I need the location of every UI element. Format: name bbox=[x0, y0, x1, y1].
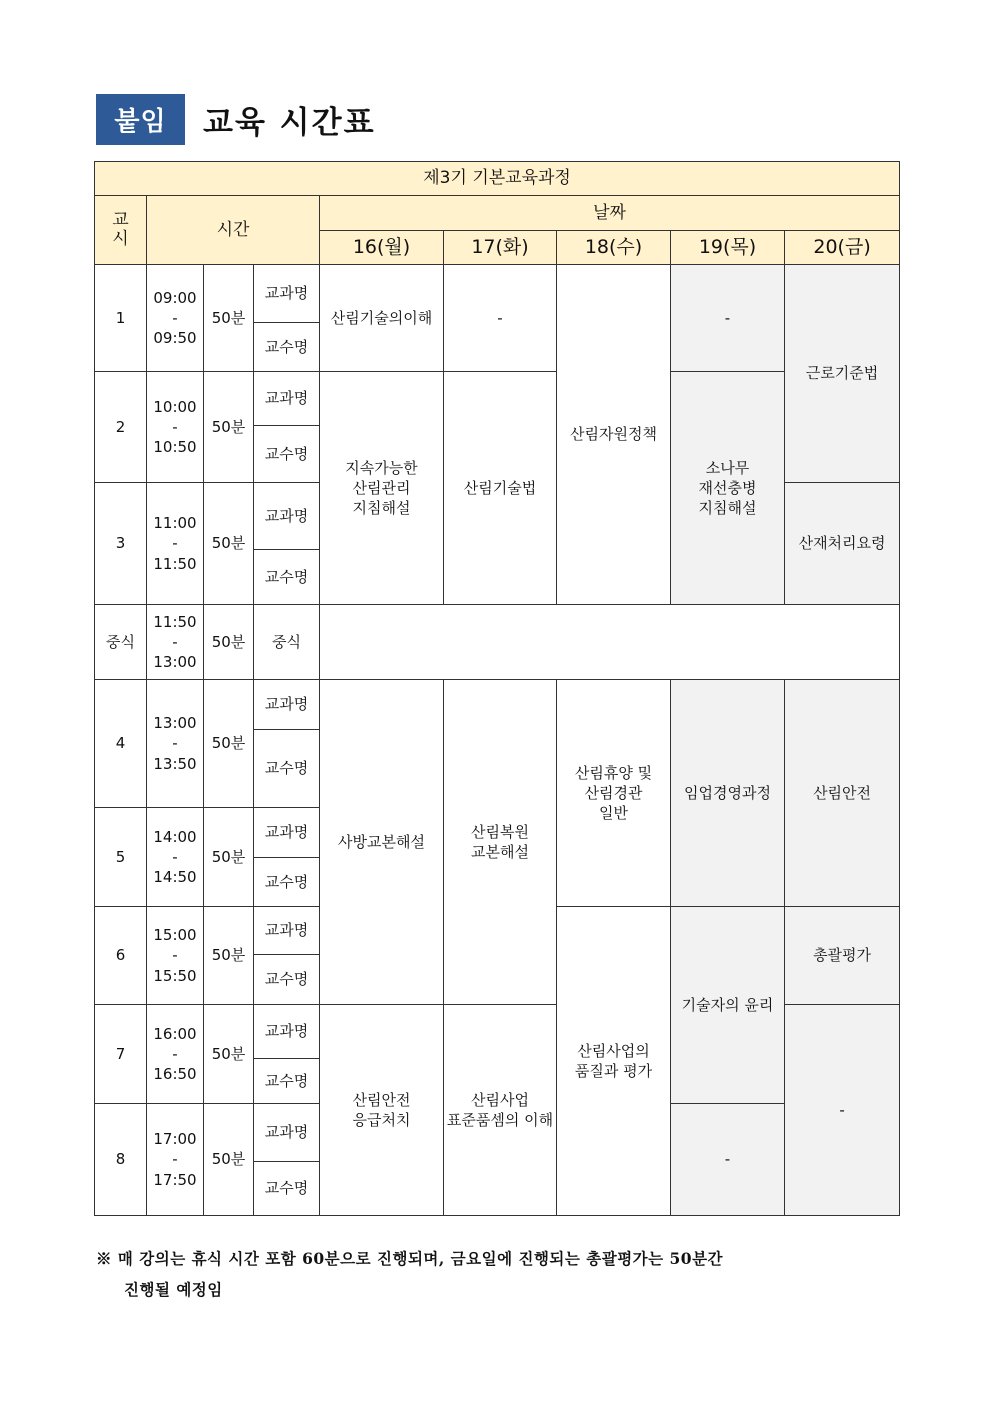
period-duration: 50분 bbox=[204, 680, 254, 808]
period-duration: 50분 bbox=[204, 808, 254, 907]
instructor-label: 교수명 bbox=[254, 550, 320, 605]
course-thu-4-5: 임업경영과정 bbox=[671, 680, 785, 907]
course-wed-4-5: 산림휴양 및 산림경관 일반 bbox=[557, 680, 671, 907]
period-number: 6 bbox=[95, 907, 147, 1005]
instructor-label: 교수명 bbox=[254, 426, 320, 483]
day-header-tue: 17(화) bbox=[444, 231, 557, 265]
period-duration: 50분 bbox=[204, 907, 254, 1005]
course-mon-7-8: 산림안전 응급처치 bbox=[320, 1005, 444, 1216]
course-mon-4-6: 사방교본해설 bbox=[320, 680, 444, 1005]
course-tue-4-6: 산림복원 교본해설 bbox=[444, 680, 557, 1005]
period-duration: 50분 bbox=[204, 265, 254, 372]
day-header-fri: 20(금) bbox=[785, 231, 900, 265]
instructor-label: 교수명 bbox=[254, 1059, 320, 1104]
day-header-wed: 18(수) bbox=[557, 231, 671, 265]
period-time: 10:00 - 10:50 bbox=[147, 372, 204, 483]
page-header bbox=[96, 94, 376, 145]
period-time: 16:00 - 16:50 bbox=[147, 1005, 204, 1104]
subject-label: 교과명 bbox=[254, 265, 320, 323]
course-fri-3: 산재처리요령 bbox=[785, 483, 900, 605]
course-tue-2-3: 산림기술법 bbox=[444, 372, 557, 605]
footnote bbox=[96, 1243, 902, 1305]
instructor-label: 교수명 bbox=[254, 1162, 320, 1216]
lunch-label: 중식 bbox=[95, 605, 147, 680]
period-time: 11:00 - 11:50 bbox=[147, 483, 204, 605]
col-period-header: 교 시 bbox=[95, 196, 147, 265]
instructor-label: 교수명 bbox=[254, 858, 320, 907]
subject-label: 교과명 bbox=[254, 680, 320, 730]
period-duration: 50분 bbox=[204, 483, 254, 605]
period-number: 4 bbox=[95, 680, 147, 808]
course-thu-8: - bbox=[671, 1104, 785, 1216]
subject-label: 교과명 bbox=[254, 1005, 320, 1059]
course-mon-2-3: 지속가능한 산림관리 지침해설 bbox=[320, 372, 444, 605]
subject-label: 교과명 bbox=[254, 483, 320, 550]
course-fri-6: 총괄평가 bbox=[785, 907, 900, 1005]
subject-label: 교과명 bbox=[254, 1104, 320, 1162]
period-time: 13:00 - 13:50 bbox=[147, 680, 204, 808]
period-number: 3 bbox=[95, 483, 147, 605]
subject-label: 교과명 bbox=[254, 808, 320, 858]
course-thu-1: - bbox=[671, 265, 785, 372]
subject-label: 교과명 bbox=[254, 372, 320, 426]
day-header-thu: 19(목) bbox=[671, 231, 785, 265]
course-fri-7-8: - bbox=[785, 1005, 900, 1216]
course-wed-1-3: 산림자원정책 bbox=[557, 265, 671, 605]
footnote-line-1: ※ 매 강의는 휴식 시간 포함 60분으로 진행되며, 금요일에 진행되는 총괄평가는 50분간 bbox=[96, 1249, 724, 1268]
col-date-header: 날짜 bbox=[320, 196, 900, 231]
attachment-badge: 붙임 bbox=[96, 94, 185, 145]
period-duration: 50분 bbox=[204, 1005, 254, 1104]
course-thu-2-3: 소나무 재선충병 지침해설 bbox=[671, 372, 785, 605]
lunch-duration: 50분 bbox=[204, 605, 254, 680]
period-time: 17:00 - 17:50 bbox=[147, 1104, 204, 1216]
period-number: 5 bbox=[95, 808, 147, 907]
period-time: 14:00 - 14:50 bbox=[147, 808, 204, 907]
period-number: 8 bbox=[95, 1104, 147, 1216]
course-fri-1-2: 근로기준법 bbox=[785, 265, 900, 483]
lunch-label: 중식 bbox=[254, 605, 320, 680]
course-title: 제3기 기본교육과정 bbox=[95, 162, 900, 196]
col-time-header: 시간 bbox=[147, 196, 320, 265]
schedule-table bbox=[94, 161, 900, 1216]
subject-label: 교과명 bbox=[254, 907, 320, 955]
instructor-label: 교수명 bbox=[254, 955, 320, 1005]
day-header-mon: 16(월) bbox=[320, 231, 444, 265]
course-wed-6-8: 산림사업의 품질과 평가 bbox=[557, 907, 671, 1216]
period-duration: 50분 bbox=[204, 372, 254, 483]
footnote-line-2: 진행될 예정임 bbox=[124, 1280, 223, 1299]
instructor-label: 교수명 bbox=[254, 323, 320, 372]
course-fri-4-5: 산림안전 bbox=[785, 680, 900, 907]
period-number: 7 bbox=[95, 1005, 147, 1104]
course-tue-1: - bbox=[444, 265, 557, 372]
page-title: 교육 시간표 bbox=[203, 105, 376, 141]
lunch-time: 11:50 - 13:00 bbox=[147, 605, 204, 680]
period-duration: 50분 bbox=[204, 1104, 254, 1216]
period-number: 1 bbox=[95, 265, 147, 372]
course-mon-1: 산림기술의이해 bbox=[320, 265, 444, 372]
instructor-label: 교수명 bbox=[254, 730, 320, 808]
period-number: 2 bbox=[95, 372, 147, 483]
period-time: 15:00 - 15:50 bbox=[147, 907, 204, 1005]
course-tue-7-8: 산림사업 표준품셈의 이해 bbox=[444, 1005, 557, 1216]
lunch-break bbox=[320, 605, 900, 680]
course-thu-6-7: 기술자의 윤리 bbox=[671, 907, 785, 1104]
period-time: 09:00 - 09:50 bbox=[147, 265, 204, 372]
